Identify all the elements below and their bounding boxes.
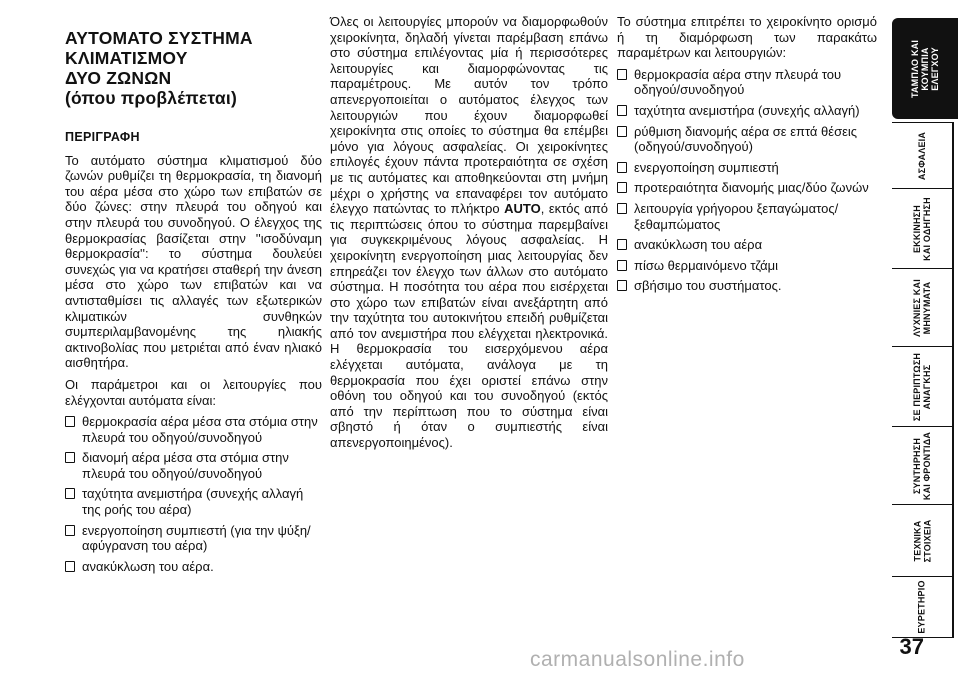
- list-item: θερμοκρασία αέρα μέσα στα στόμια στην πλευρά του οδηγού/συνοδηγού: [65, 414, 322, 445]
- title-line-1: ΑΥΤΟΜΑΤΟ ΣΥΣΤΗΜΑ: [65, 28, 253, 48]
- tab-dashboard-controls[interactable]: [892, 18, 958, 119]
- list-item: σβήσιμο του συστήματος.: [617, 278, 877, 294]
- list-item: λειτουργία γρήγορου ξεπαγώματος/ξεθαμπώματος: [617, 201, 877, 232]
- column-middle: [330, 14, 608, 457]
- tab-safety[interactable]: [892, 122, 954, 189]
- list-item: προτεραιότητα διανομής μιας/δύο ζωνών: [617, 180, 877, 196]
- tab-technical-data[interactable]: [892, 504, 954, 577]
- title-line-3: ΔΥΟ ΖΩΝΩΝ: [65, 68, 172, 88]
- text-segment: , εκτός από τις περιπτώσεις όπου το σύστημα παρεμβαίνει για συγκεκριμένους λόγους ασφαλείας. Η χειροκίνητη ενεργοποίηση μιας λειτουργίας δεν επηρεάζει τον έλεγχο των άλλων στο αυτόματο σύστημα. Η ποσότητα του αέρα που εισέρχεται στο χώρο των επιβατών είναι ανεξάρτητη από την ταχύτητα του αυτοκινήτου επειδή ρυθμίζεται από τον ανεμιστήρα που ελέγχεται ηλεκτρονικά. Η θερμοκρασία του εισερχόμενου αέρα ελέγχεται αυτόματα, ανάλογα με τη θερμοκρασία που έχει οριστεί επάνω στην οθόνη του οδηγού και του συνοδηγού (εκτός από την περίπτωση που το σύστημα είναι σβηστό ή όταν ο συμπιεστής είναι απενεργοποιημένος).: [330, 201, 608, 451]
- tab-label: ΤΑΜΠΛΟ ΚΑΙ ΚΟΥΜΠΙΑ ΕΛΕΓΧΟΥ: [910, 39, 940, 99]
- manual-override-paragraph: [330, 14, 608, 451]
- manual-params-intro: Το σύστημα επιτρέπει το χειροκίνητο ορισμό ή τη διαμόρφωση των παρακάτω παραμέτρων και λειτουργιών:: [617, 14, 877, 61]
- tab-emergency[interactable]: [892, 346, 954, 427]
- column-left: [65, 18, 322, 579]
- list-item: ενεργοποίηση συμπιεστή: [617, 160, 877, 176]
- tab-label: ΕΚΚΙΝΗΣΗ ΚΑΙ ΟΔΗΓΗΣΗ: [912, 197, 932, 261]
- title-line-4: (όπου προβλέπεται): [65, 88, 237, 108]
- tab-label: ΕΥΡΕΤΗΡΙΟ: [916, 580, 927, 634]
- list-item: διανομή αέρα μέσα στα στόμια στην πλευρά του οδηγού/συνοδηγού: [65, 450, 322, 481]
- list-item: ανακύκλωση του αέρα.: [65, 559, 322, 575]
- section-heading: ΠΕΡΙΓΡΑΦΗ: [65, 130, 140, 144]
- watermark: carmanualsonline.info: [530, 648, 745, 671]
- tab-label: ΣΕ ΠΕΡΙΠΤΩΣΗ ΑΝΑΓΚΗΣ: [912, 352, 933, 422]
- tab-index[interactable]: [892, 576, 954, 638]
- page-title: [65, 28, 322, 108]
- list-item: θερμοκρασία αέρα στην πλευρά του οδηγού/συνοδηγού: [617, 67, 877, 98]
- title-line-2: ΚΛΙΜΑΤΙΣΜΟΥ: [65, 48, 188, 68]
- auto-key-label: AUTO: [504, 201, 541, 217]
- column-right: [617, 14, 877, 299]
- tab-maintenance[interactable]: [892, 426, 954, 505]
- tab-label: ΛΥΧΝΙΕΣ ΚΑΙ ΜΗΝΥΜΑΤΑ: [911, 279, 932, 337]
- chapter-tab-strip: [888, 0, 960, 677]
- list-item: ταχύτητα ανεμιστήρα (συνεχής αλλαγή της ροής του αέρα): [65, 486, 322, 517]
- description-paragraph: Το αυτόματο σύστημα κλιματισμού δύο ζωνών ρυθμίζει τη θερμοκρασία, τη διανομή του αέρα μέσα στο χώρο των επιβατών σε δύο ζώνες: στην πλευρά του οδηγού και στην πλευρά του συνοδηγού. Ο έλεγχος της θερμοκρασίας βασίζεται στην ''ισοδύναμη θερμοκρασία'': το σύστημα δουλεύει συνεχώς για να κρατήσει σταθερή την άνεση μέσα στο χώρο των επιβατών και να αντισταθμίσει τις αλλαγές των εξωτερικών κλιματικών συνθηκών συμπεριλαμβανομένης της ηλιακής ακτινοβολίας που μετριέται από έναν ηλιακό αισθητήρα.: [65, 152, 322, 371]
- tab-label: ΤΕΧΝΙΚΑ ΣΤΟΙΧΕΙΑ: [912, 519, 932, 563]
- list-item: πίσω θερμαινόμενο τζάμι: [617, 258, 877, 274]
- list-item: ρύθμιση διανομής αέρα σε επτά θέσεις (οδηγού/συνοδηγού): [617, 124, 877, 155]
- manual-params-list: [617, 67, 877, 294]
- tab-lights-messages[interactable]: [892, 268, 954, 347]
- auto-params-list: [65, 414, 322, 574]
- tab-label: ΣΥΝΤΗΡΗΣΗ ΚΑΙ ΦΡΟΝΤΙΔΑ: [912, 431, 933, 501]
- tab-starting-driving[interactable]: [892, 188, 954, 269]
- list-item: ενεργοποίηση συμπιεστή (για την ψύξη/αφύγρανση του αέρα): [65, 523, 322, 554]
- tab-label: ΑΣΦΑΛΕΙΑ: [917, 131, 927, 181]
- list-item: ανακύκλωση του αέρα: [617, 237, 877, 253]
- list-item: ταχύτητα ανεμιστήρα (συνεχής αλλαγή): [617, 103, 877, 119]
- page-number: 37: [899, 634, 924, 659]
- auto-params-intro: Οι παράμετροι και οι λειτουργίες που ελέγχονται αυτόματα είναι:: [65, 376, 322, 408]
- text-segment: Όλες οι λειτουργίες μπορούν να διαμορφωθούν χειροκίνητα, δηλαδή γίνεται παρέμβαση επάνω στο σύστημα επιλέγοντας μία ή περισσότερες λειτουργίες και διαμορφώνοντας τις παραμέτρους. Με αυτόν τον τρόπο απενεργοποιείται ο αυτόματος έλεγχος των λειτουργιών που έχουν διαμορφωθεί χειροκίνητα στις οποίες το σύστημα θα επέμβει μόνο για λόγους ασφαλείας. Οι χειροκίνητες επιλογές έχουν πάντα προτεραιότητα σε σχέση με τις αυτόματες και αποθηκεύονται στη μνήμη μέχρι ο χρήστης να επαναφέρει τον αυτόματο έλεγχο πατώντας το πλήκτρο: [330, 14, 608, 217]
